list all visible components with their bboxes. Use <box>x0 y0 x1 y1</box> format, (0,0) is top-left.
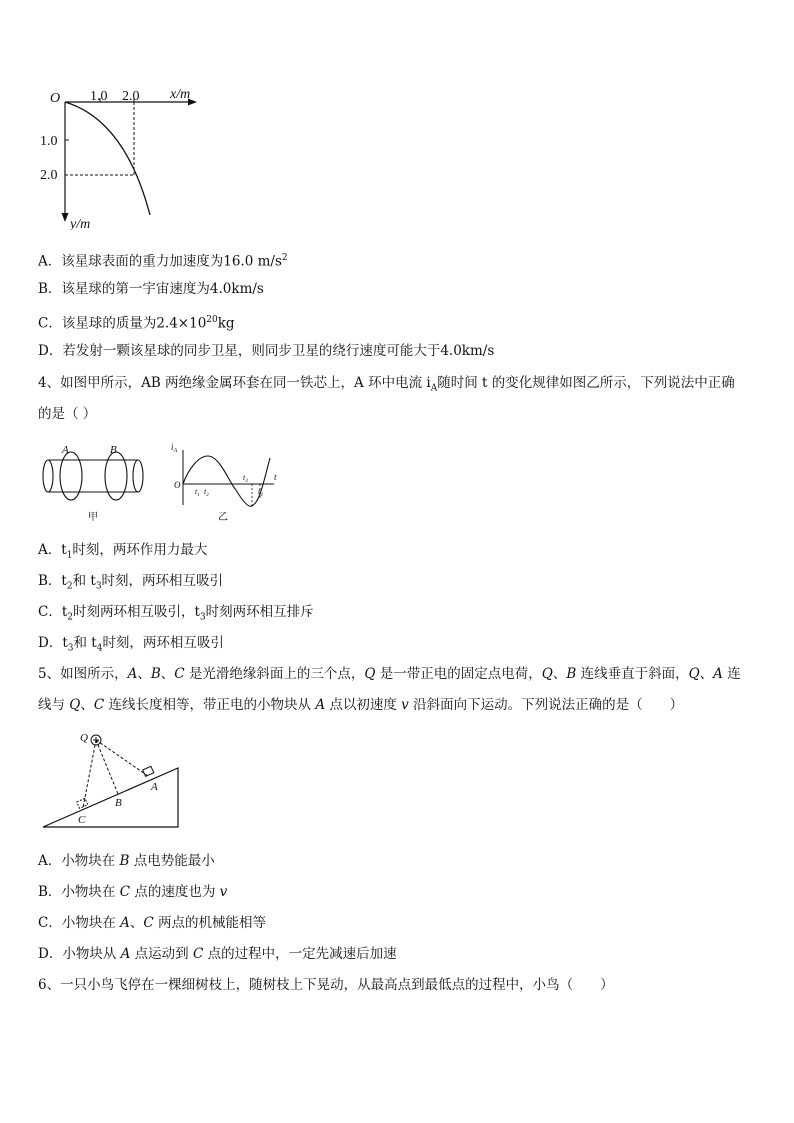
trajectory-curve <box>65 102 150 215</box>
q5-option-c: C．小物块在 A、C 两点的机械能相等 <box>38 915 267 931</box>
incline-slope <box>43 768 178 827</box>
b-label: B <box>115 797 122 809</box>
ring-b-label: B <box>110 444 117 456</box>
q5-stem-line2: 线与 Q、C 连线长度相等，带正电的小物块从 A 点以初速度 v 沿斜面向下运动。下列说法正确的是（ ） <box>38 697 684 713</box>
trajectory-figure <box>30 80 220 230</box>
ring-a <box>60 452 82 500</box>
figure-b-caption: 乙 <box>218 512 228 523</box>
graph-t-label: t <box>274 472 277 482</box>
block-at-c <box>77 798 88 808</box>
x-tick-2-label: 2.0 <box>122 89 140 104</box>
figure-a-caption: 甲 <box>88 512 98 523</box>
q-label: Q <box>80 732 88 744</box>
graph-t4: $t_4$ <box>258 487 263 498</box>
q4-option-b: B．$t_2$和 $t_3$时刻，两环相互吸引 <box>38 573 224 592</box>
a-label: A <box>151 781 158 793</box>
q5-option-d: D．小物块从 A 点运动到 C 点的过程中，一定先减速后加速 <box>38 946 397 962</box>
rings-figure <box>38 440 288 525</box>
q5-option-a: A．小物块在 B 点电势能最小 <box>38 853 215 869</box>
x-axis-label: x/m <box>170 87 191 102</box>
line-qa <box>96 740 148 776</box>
graph-t1: $t_1$ <box>195 487 200 498</box>
q3-option-a: A．该星球表面的重力加速度为16.0 $m/s^2$ <box>38 253 288 270</box>
q5-stem-line1: 5、如图所示，A、B、C 是光滑绝缘斜面上的三个点，Q 是一带正电的固定点电荷，Q、B 连线垂直于斜面，Q、A 连 <box>38 666 741 682</box>
q4-option-c: C．$t_2$时刻两环相互吸引，$t_3$时刻两环相互排斥 <box>38 604 314 623</box>
ring-b <box>105 452 127 500</box>
block-at-a <box>143 766 154 776</box>
line-qc <box>83 740 96 808</box>
current-wave <box>183 456 270 506</box>
y-tick-1-label: 1.0 <box>40 134 58 149</box>
y-axis-arrow <box>62 213 69 222</box>
ring-a-label: A <box>62 444 69 456</box>
q3-option-b: B．该星球的第一宇宙速度为4.0km/s <box>38 281 264 297</box>
line-qb <box>96 740 118 794</box>
q4-option-a: A．$t_1$时刻，两环作用力最大 <box>38 542 208 561</box>
c-label: C <box>78 814 86 826</box>
graph-t3: $t_3$ <box>243 473 248 484</box>
y-tick-2-label: 2.0 <box>40 168 58 183</box>
graph-t2: $t_2$ <box>204 487 209 498</box>
origin-label: O <box>50 91 61 106</box>
q4-stem-line2: 的是（ ） <box>38 406 97 422</box>
core-right-end <box>133 460 143 492</box>
graph-y-label: $i_A$ <box>171 442 178 454</box>
q4-stem-line1: 4、如图甲所示，AB 两绝缘金属环套在同一铁芯上，A 环中电流 $i_A$随时间 t 的变化规律如图乙所示，下列说法中正确 <box>38 375 735 394</box>
x-tick-1-label: 1.0 <box>90 89 108 104</box>
q6-stem: 6、一只小鸟飞停在一棵细树枝上，随树枝上下晃动，从最高点到最低点的过程中，小鸟（ ） <box>38 977 614 993</box>
core-left-end <box>43 460 53 492</box>
incline-figure <box>38 728 188 833</box>
graph-origin: O <box>174 480 181 490</box>
q5-option-b: B．小物块在 C 点的速度也为 v <box>38 884 228 900</box>
y-axis-label: y/m <box>70 217 91 230</box>
q4-option-d: D．$t_3$和 $t_4$时刻，两环相互吸引 <box>38 635 224 654</box>
q3-option-d: D．若发射一颗该星球的同步卫星，则同步卫星的绕行速度可能大于4.0km/s <box>38 343 495 359</box>
q3-option-c: C．该星球的质量为$2.4\times 10^{20}kg$ <box>38 315 235 332</box>
